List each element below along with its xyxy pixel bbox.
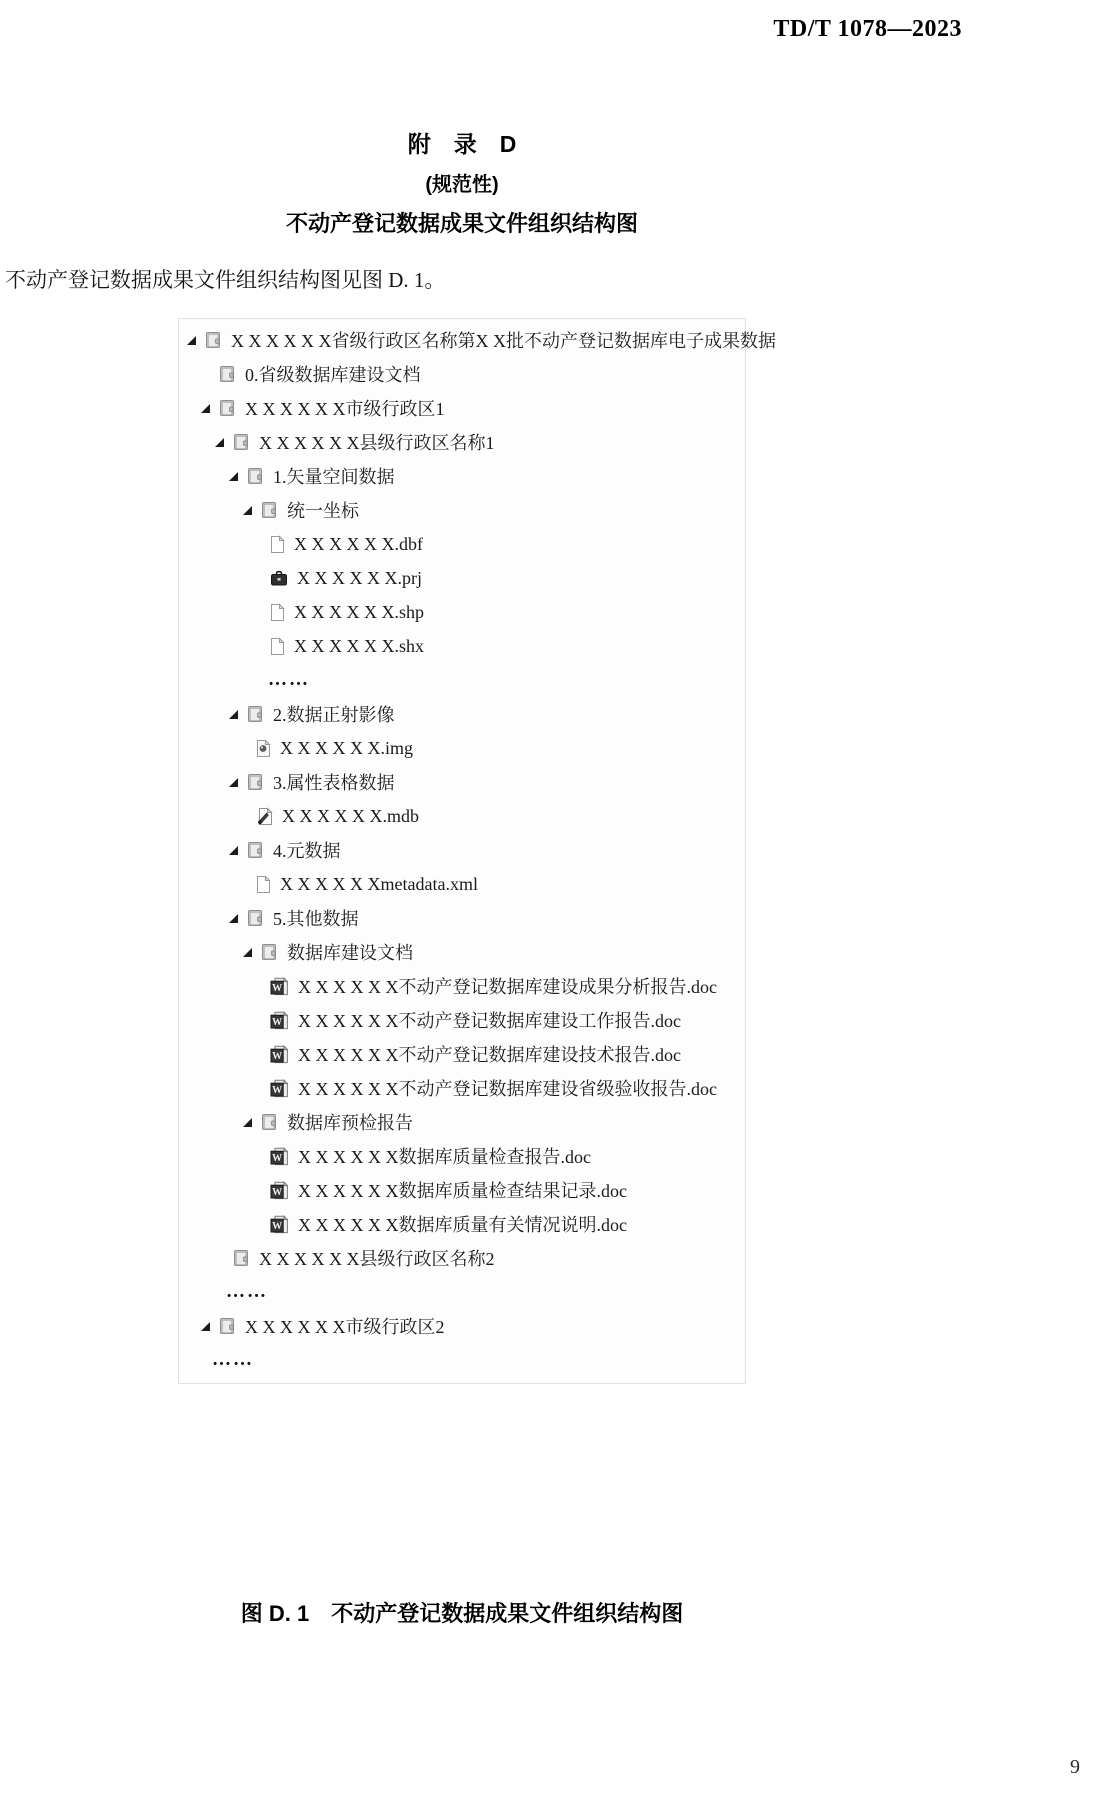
tree-row-folder: [228, 459, 395, 493]
ellipsis-label: ……: [268, 669, 310, 690]
tree-item-label: X X X X X X.img: [280, 737, 413, 758]
tree-item-label: X X X X X X.shp: [294, 601, 424, 622]
appendix-heading: [0, 126, 924, 238]
svg-text:W: W: [272, 1220, 283, 1232]
tree-item-label: X X X X X X.dbf: [294, 533, 423, 554]
folder-icon: [247, 704, 264, 724]
tree-item-label: X X X X X X不动产登记数据库建设工作报告.doc: [298, 1011, 681, 1031]
tree-row-folder: [200, 391, 445, 425]
tree-row-file: [270, 527, 423, 561]
tree-row-file: [270, 1003, 681, 1037]
file-icon: [270, 535, 285, 554]
tree-item-label: X X X X X X.mdb: [282, 805, 419, 826]
folder-icon: [233, 1248, 250, 1268]
file-icon: [256, 875, 271, 894]
svg-text:W: W: [272, 1016, 283, 1028]
tree-row-file: [270, 595, 424, 629]
svg-text:W: W: [272, 1050, 283, 1062]
ellipsis-label: ……: [212, 1349, 254, 1370]
tree-row-file: [270, 1207, 627, 1241]
file-icon: [270, 637, 285, 656]
svg-text:W: W: [272, 1152, 283, 1164]
folder-icon: [219, 364, 236, 384]
expanded-arrow-icon: [228, 777, 247, 788]
expanded-arrow-icon: [200, 1321, 219, 1332]
tree-item-label: X X X X X X不动产登记数据库建设省级验收报告.doc: [298, 1079, 717, 1099]
doc-file-icon: [270, 1181, 289, 1200]
tree-item-label: X X X X X X.prj: [297, 567, 422, 588]
tree-row-folder: [200, 1309, 445, 1343]
prj-file-icon: [270, 570, 288, 586]
expanded-arrow-icon: [242, 947, 261, 958]
tree-item-label: X X X X X X不动产登记数据库建设成果分析报告.doc: [298, 977, 717, 997]
expanded-arrow-icon: [228, 471, 247, 482]
tree-item-label: X X X X X X数据库质量检查报告.doc: [298, 1147, 591, 1167]
tree-row-ellipsis: [212, 1343, 254, 1377]
intro-text: 不动产登记数据成果文件组织结构图见图 D. 1。: [5, 268, 446, 292]
tree-row-folder: [242, 1105, 413, 1139]
tree-row-folder: [186, 323, 776, 357]
tree-row-folder: [242, 935, 413, 969]
folder-icon: [247, 840, 264, 860]
tree-row-file: [270, 1037, 681, 1071]
folder-icon: [261, 500, 278, 520]
expanded-arrow-icon: [228, 913, 247, 924]
tree-row-file: [270, 969, 717, 1003]
svg-text:W: W: [272, 1084, 283, 1096]
doc-file-icon: [270, 1215, 289, 1234]
expanded-arrow-icon: [228, 709, 247, 720]
img-file-icon: [256, 739, 271, 758]
tree-row-file: [270, 561, 422, 595]
tree-row-ellipsis: [268, 663, 310, 697]
tree-row-folder: [228, 901, 359, 935]
tree-item-label: 4.元数据: [273, 841, 341, 861]
tree-row-ellipsis: [226, 1275, 268, 1309]
expanded-arrow-icon: [186, 335, 205, 346]
doc-file-icon: [270, 1045, 289, 1064]
tree-row-file: [270, 1139, 591, 1173]
ellipsis-label: ……: [226, 1281, 268, 1302]
folder-icon: [233, 432, 250, 452]
tree-item-label: X X X X X X数据库质量有关情况说明.doc: [298, 1215, 627, 1235]
tree-item-label: X X X X X X市级行政区2: [245, 1317, 445, 1337]
tree-item-label: X X X X X X.shx: [294, 635, 424, 656]
tree-row-folder: [214, 1241, 495, 1275]
folder-icon: [205, 330, 222, 350]
tree-row-folder: [228, 697, 395, 731]
folder-icon: [247, 772, 264, 792]
tree-row-folder: [214, 425, 495, 459]
appendix-normative: (规范性): [425, 174, 499, 196]
file-tree: [178, 318, 776, 1384]
tree-row-folder: [200, 357, 421, 391]
file-icon: [270, 603, 285, 622]
tree-item-label: 2.数据正射影像: [273, 705, 395, 725]
tree-row-file: [256, 731, 413, 765]
tree-item-label: 数据库预检报告: [287, 1113, 413, 1133]
tree-item-label: X X X X X X市级行政区1: [245, 399, 445, 419]
tree-row-file: [270, 629, 424, 663]
doc-file-icon: [270, 1079, 289, 1098]
doc-file-icon: [270, 1011, 289, 1030]
tree-row-folder: [228, 765, 395, 799]
tree-item-label: 0.省级数据库建设文档: [245, 365, 421, 385]
expanded-arrow-icon: [242, 1117, 261, 1128]
tree-row-folder: [228, 833, 341, 867]
figure-caption: 图 D. 1 不动产登记数据成果文件组织结构图: [240, 1601, 684, 1626]
appendix-label: 附 录 D: [407, 131, 517, 157]
folder-icon: [261, 942, 278, 962]
tree-item-label: 数据库建设文档: [287, 943, 413, 963]
tree-item-label: 统一坐标: [287, 501, 359, 521]
folder-icon: [219, 1316, 236, 1336]
tree-item-label: X X X X X X县级行政区名称2: [259, 1249, 495, 1269]
page-number: 9: [1070, 1756, 1080, 1778]
tree-item-label: X X X X X X数据库质量检查结果记录.doc: [298, 1181, 627, 1201]
expanded-arrow-icon: [228, 845, 247, 856]
tree-item-label: 3.属性表格数据: [273, 773, 395, 793]
folder-icon: [261, 1112, 278, 1132]
tree-row-file: [256, 799, 419, 833]
tree-row-file: [270, 1071, 717, 1105]
folder-icon: [219, 398, 236, 418]
tree-item-label: X X X X X X不动产登记数据库建设技术报告.doc: [298, 1045, 681, 1065]
standard-code: TD/T 1078—2023: [773, 16, 962, 42]
appendix-title: 不动产登记数据成果文件组织结构图: [285, 211, 638, 236]
doc-file-icon: [270, 1147, 289, 1166]
tree-row-file: [256, 867, 478, 901]
tree-item-label: 5.其他数据: [273, 909, 359, 929]
tree-item-label: X X X X X X县级行政区名称1: [259, 433, 495, 453]
tree-row-file: [270, 1173, 627, 1207]
tree-item-label: 1.矢量空间数据: [273, 467, 395, 487]
tree-row-folder: [242, 493, 359, 527]
svg-text:W: W: [272, 1186, 283, 1198]
expanded-arrow-icon: [214, 437, 233, 448]
tree-item-label: X X X X X Xmetadata.xml: [280, 873, 478, 894]
doc-file-icon: [270, 977, 289, 996]
expanded-arrow-icon: [242, 505, 261, 516]
tree-item-label: X X X X X X省级行政区名称第X X批不动产登记数据库电子成果数据: [231, 331, 776, 351]
mdb-file-icon: [256, 807, 273, 826]
folder-icon: [247, 908, 264, 928]
expanded-arrow-icon: [200, 403, 219, 414]
folder-icon: [247, 466, 264, 486]
svg-text:W: W: [272, 982, 283, 994]
